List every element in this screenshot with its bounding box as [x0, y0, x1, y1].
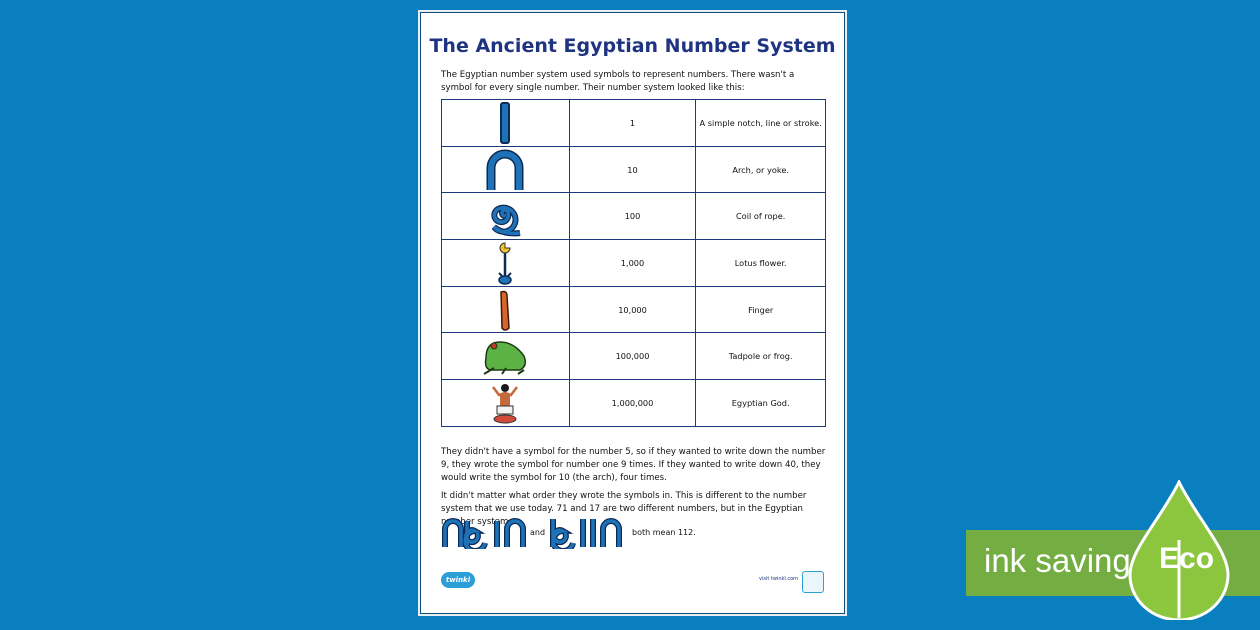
table-row	[442, 240, 826, 287]
quality-badge-icon	[802, 571, 824, 593]
value-cell: 10,000	[569, 286, 696, 333]
coil-of-rope-icon	[483, 194, 527, 238]
symbol-cell	[442, 380, 570, 427]
intro-text: The Egyptian number system used symbols to represent numbers. There wasn't a symbol for every single number. Their number system looked like this:	[441, 70, 795, 93]
value-cell: 1,000	[569, 240, 696, 287]
value-cell: 1	[569, 100, 696, 147]
symbol-cell	[442, 146, 570, 193]
number-symbol-table	[441, 99, 826, 427]
symbol-cell	[442, 286, 570, 333]
table-row	[442, 333, 826, 380]
table-row	[442, 146, 826, 193]
table-row	[442, 286, 826, 333]
ink-saving-label: ink saving	[984, 542, 1131, 579]
description-cell: Egyptian God.	[696, 380, 826, 427]
frog-icon	[480, 334, 530, 378]
twinkl-logo: twinkl	[441, 572, 475, 588]
arch-icon	[485, 148, 525, 192]
description-cell: A simple notch, line or stroke.	[696, 100, 826, 147]
description-cell: Finger	[696, 286, 826, 333]
eco-badge: Eco	[1159, 542, 1215, 575]
value-cell: 10	[569, 146, 696, 193]
value-cell: 100,000	[569, 333, 696, 380]
lotus-flower-icon	[490, 241, 520, 285]
symbol-cell	[442, 193, 570, 240]
hieroglyph-seventy-one-icon	[441, 515, 527, 549]
description-cell: Arch, or yoke.	[696, 146, 826, 193]
table-row	[442, 193, 826, 240]
paragraph-number-five: They didn't have a symbol for the number 5, so if they wanted to write down the number 9, they wrote the symbol for number one 9 times. If they wanted to write down 40, they would write the symbol for 10 (the arch), four times.	[441, 447, 826, 483]
value-cell: 100	[569, 193, 696, 240]
worksheet-page	[420, 12, 845, 614]
worksheet-title: The Ancient Egyptian Number System	[429, 35, 836, 57]
paragraph-order: It didn't matter what order they wrote the symbols in. This is different to the number system that we use today. 71 and 17 are two different numbers, but in the Egyptian number system,	[441, 491, 807, 527]
example-suffix: both mean 112.	[632, 528, 696, 537]
description-cell: Tadpole or frog.	[696, 333, 826, 380]
example-and: and	[530, 528, 546, 537]
description-cell: Coil of rope.	[696, 193, 826, 240]
description-cell: Lotus flower.	[696, 240, 826, 287]
stroke-icon	[495, 101, 515, 145]
value-cell: 1,000,000	[569, 380, 696, 427]
hieroglyph-seventeen-icon	[547, 515, 627, 549]
footer-url: visit twinkl.com	[759, 576, 799, 582]
symbol-cell	[442, 240, 570, 287]
example-row	[441, 515, 828, 551]
symbol-cell	[442, 333, 570, 380]
table-row	[442, 380, 826, 427]
symbol-cell	[442, 100, 570, 147]
egyptian-god-icon	[487, 381, 523, 425]
table-row	[442, 100, 826, 147]
finger-icon	[495, 288, 515, 332]
